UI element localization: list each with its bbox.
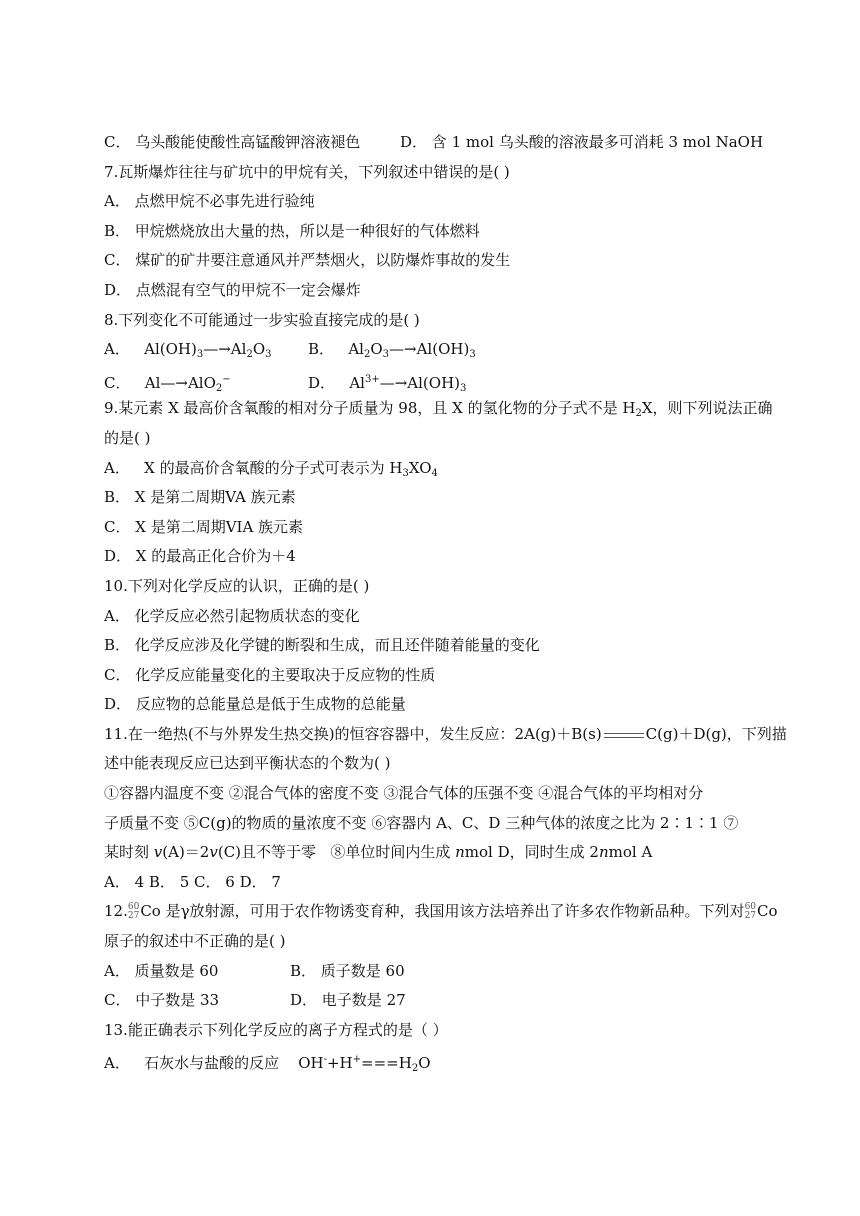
q12-option-d: D． 电子数是 27 [290,991,406,1010]
q7-stem: 7.瓦斯爆炸往往与矿坑中的甲烷有关，下列叙述中错误的是( ) [104,162,510,181]
q8-option-c: C． Al—→AlO$_2$− [104,373,231,394]
q11-stem-line1: 11.在一绝热(不与外界发生热交换)的恒容容器中，发生反应：2A(g)＋B(s) C(g)＋D(g)，下列描 [104,724,787,743]
q11-conditions-line1: ①容器内温度不变 ②混合气体的密度不变 ③混合气体的压强不变 ④混合气体的平均相对分 [104,784,704,803]
equilibrium-arrow-icon [604,730,644,740]
q6-option-d: D． 含 1 mol 乌头酸的溶液最多可消耗 3 mol NaOH [400,133,764,151]
q6-option-c: C． 乌头酸能使酸性高锰酸钾溶液褪色 [104,133,361,151]
q12-options-ab [104,957,764,987]
q10-option-c: C． 化学反应能量变化的主要取决于反应物的性质 [104,665,436,684]
q12-option-b: B． 质子数是 60 [290,961,405,980]
q9-stem-line2: 的是( ) [104,428,151,447]
q12-stem-line1: 12. 60 27 Co 是γ放射源，可用于农作物诱变育种，我国用该方法培养出了许多农作物新品种。下列对 60 27 Co [104,902,778,922]
q12-option-c: C． 中子数是 33 [104,991,220,1010]
q11-options: A． 4 B． 5 C． 6 D． 7 [104,872,281,891]
q11-conditions-line3: 某时刻 v(A)＝2v(C)且不等于零 ⑧单位时间内生成 nmol D，同时生成 2nmol A [104,843,653,862]
question-body [104,128,787,1075]
q9-option-c: C． X 是第二周期VIA 族元素 [104,517,304,536]
q13-option-a: A． 石灰水与盐酸的反应 $OH^-+H^+===H_2O$ [104,1054,431,1075]
q10-stem: 10.下列对化学反应的认识，正确的是( ) [104,576,370,595]
nuclide-co60-icon: 60 27 [744,902,757,922]
q9-option-b: B． X 是第二周期VA 族元素 [104,488,296,507]
q7-option-b: B． 甲烷燃烧放出大量的热，所以是一种很好的气体燃料 [104,221,480,240]
q8-option-d: D． $Al^{3+}—\to Al(OH)_3$ [308,373,467,394]
q13-stem: 13.能正确表示下列化学反应的离子方程式的是（ ） [104,1020,448,1039]
q9-stem-line1: 9.某元素 X 最高价含氧酸的相对分子质量为 98，且 X 的氢化物的分子式不是 $H_2X$，则下列说法正确 [104,399,773,420]
q10-option-b: B． 化学反应涉及化学键的断裂和生成，而且还伴随着能量的变化 [104,636,540,655]
q7-option-d: D． 点燃混有空气的甲烷不一定会爆炸 [104,280,361,299]
q9-option-a: A． X 的最高价含氧酸的分子式可表示为 $H_3XO_4$ [104,458,438,479]
q11-conditions-line2: 子质量不变 ⑤C(g)的物质的量浓度不变 ⑥容器内 A、C、D 三种气体的浓度之比为 2∶1∶1 ⑦ [104,813,739,832]
q12-stem-line2: 原子的叙述中不正确的是( ) [104,932,286,951]
q12-option-a: A． 质量数是 60 [104,961,219,980]
q7-option-a: A． 点燃甲烷不必事先进行验纯 [104,192,315,211]
q9-option-d: D． X 的最高正化合价为＋4 [104,547,296,566]
q12-options-cd [104,986,764,1016]
q10-option-a: A． 化学反应必然引起物质状态的变化 [104,606,360,625]
q8-options-ab [104,335,764,365]
q8-option-b: B． $Al_2O_3—\to Al(OH)_3$ [308,340,476,361]
q8-option-a: A． $Al(OH)_3—\to Al_2O_3$ [104,340,272,361]
q8-options-cd [104,365,764,395]
q8-stem: 8.下列变化不可能通过一步实验直接完成的是( ) [104,310,420,329]
q7-option-c: C． 煤矿的矿井要注意通风并严禁烟火，以防爆炸事故的发生 [104,251,511,270]
nuclide-co60-icon: 60 27 [127,902,140,922]
q11-stem-line2: 述中能表现反应已达到平衡状态的个数为( ) [104,754,391,773]
q6-options-cd [104,128,764,158]
q10-option-d: D． 反应物的总能量总是低于生成物的总能量 [104,695,406,714]
